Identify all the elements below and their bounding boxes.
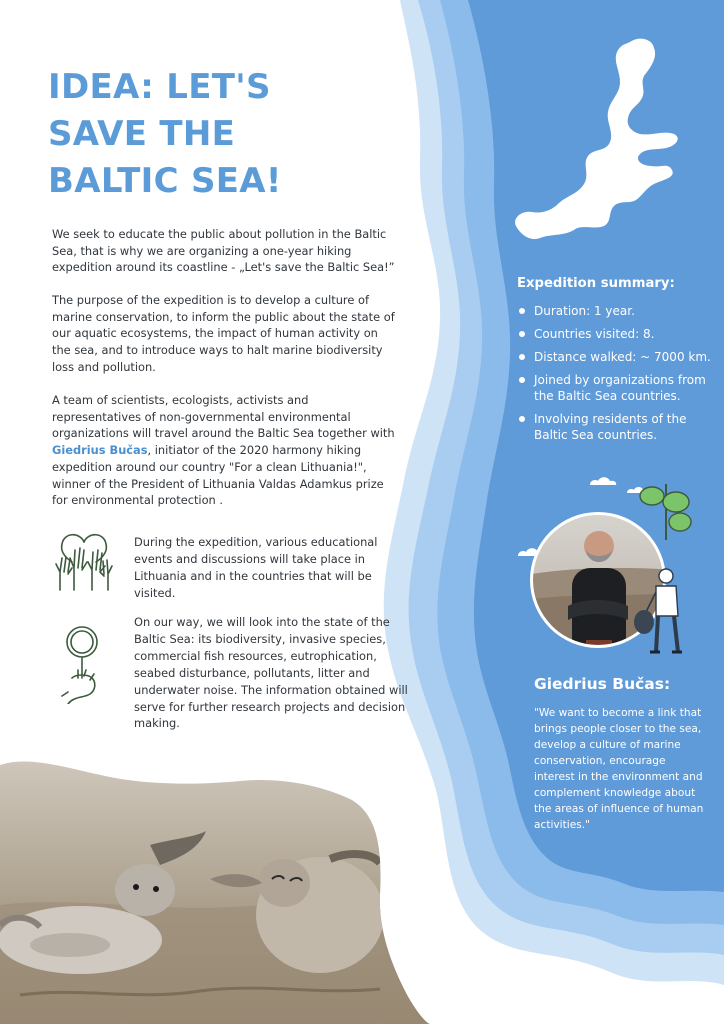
portrait-illustration: [516, 480, 696, 660]
person-name: Giedrius Bučas:: [534, 675, 671, 693]
portrait-photo: [526, 510, 676, 660]
tree-icon: [640, 484, 691, 540]
bullet-dot: [519, 331, 525, 337]
bullet-dot: [519, 416, 525, 422]
summary-item-distance: Distance walked: ~ 7000 km.: [534, 350, 711, 364]
person-quote: "We want to become a link that brings people closer to the sea, develop a culture of marine conservation, encourage interest in the environment and complement knowledge about the areas of influence of human activities.": [534, 707, 704, 831]
intro-paragraph-2: The purpose of the expedition is to develop a culture of marine conservation, to inform the public about the state of our aquatic ecosystems, the impact of human activity on the sea, and to introduce ways to halt marine biodiversity loss and pollution.: [52, 293, 395, 374]
summary-list: [519, 303, 719, 450]
intro-paragraph-3: [52, 392, 398, 509]
intro-p3-text: A team of scientists, ecologists, activists and representatives of non-governmental environmental organizations will travel around the Baltic Sea together with: [52, 393, 395, 441]
bullet-dot: [519, 354, 525, 360]
summary-item-duration: Duration: 1 year.: [534, 304, 635, 318]
list-item: [519, 372, 719, 404]
feature-text-research: On our way, we will look into the state of the Baltic Sea: its biodiversity, invasive species, commercial fish resources, eutrophication, seabed disturbance, pollutants, litter and underwater noise. The information obtained will serve for further research projects and decision making.: [134, 615, 408, 731]
summary-item-countries: Countries visited: 8.: [534, 327, 655, 341]
list-item: [519, 411, 719, 443]
intro-p3-text-end: , initiator of the 2020 harmony hiking expedition around our country "For a clean Lithuania!", winner of the President of Lithuania Valdas Adamkus prize for environmental protection .: [52, 443, 384, 508]
summary-title: Expedition summary:: [517, 276, 675, 291]
summary-item-organizations: Joined by organizations from the Baltic Sea countries.: [534, 373, 706, 404]
seals-photo: [0, 755, 430, 1024]
page-title: [48, 64, 378, 205]
summary-item-residents: Involving residents of the Baltic Sea countries.: [534, 412, 687, 443]
title-line-1: IDEA: LET'S: [48, 67, 271, 107]
baltic-sea-map-icon: [512, 34, 708, 252]
magnifier-hand-icon: [58, 624, 104, 704]
bullet-dot: [519, 308, 525, 314]
title-line-3: BALTIC SEA!: [48, 161, 282, 201]
title-line-2: SAVE THE: [48, 114, 236, 154]
intro-paragraph-1: We seek to educate the public about pollution in the Baltic Sea, that is why we are organizing a one-year hiking expedition around its coastline - „Let's save the Baltic Sea!”: [52, 227, 395, 275]
list-item: [519, 349, 719, 365]
raised-hands-icon: [52, 528, 116, 592]
bullet-dot: [519, 377, 525, 383]
list-item: [519, 303, 719, 319]
feature-text-events: During the expedition, various educational events and discussions will take place in Lithuania and in the countries that will be visited.: [134, 535, 378, 600]
highlight-name: Giedrius Bučas: [52, 443, 148, 458]
list-item: [519, 326, 719, 342]
